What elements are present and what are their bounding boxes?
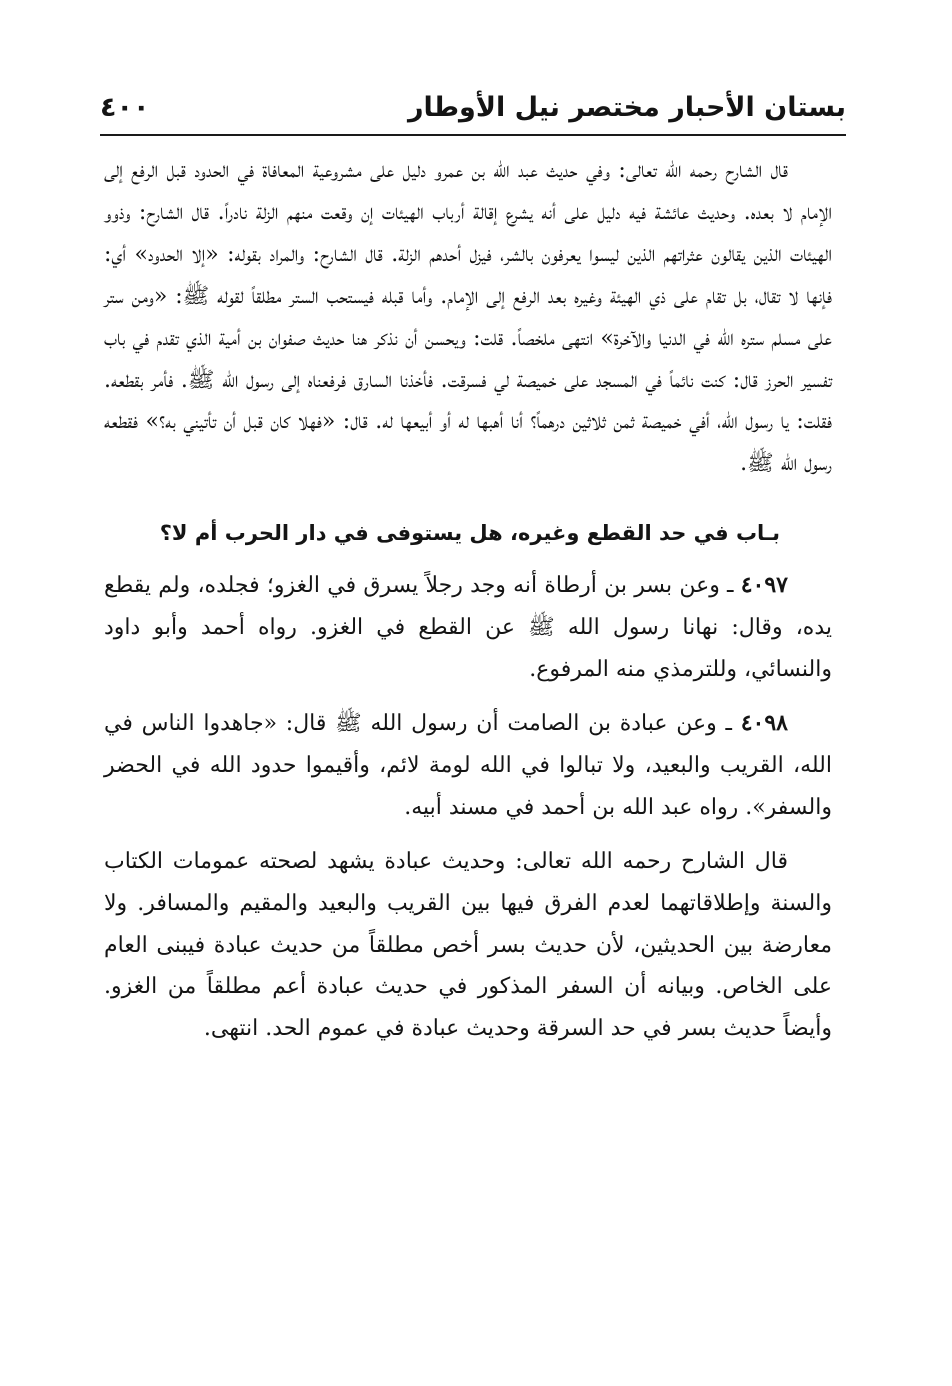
hadith-number: ٤٠٩٨ — [740, 709, 788, 736]
hadith-4097 — [104, 565, 832, 691]
spacer — [104, 485, 832, 513]
commentary-paragraph-1 — [104, 150, 832, 485]
commentary-text-2: قال الشارح رحمه الله تعالى: وحديث عبادة يشهد لصحته عمومات الكتاب والسنة وإطلاقاتهما لعدم الفرق فيها بين القريب والبعيد والمقيم والمسافر. ولا معارضة بين الحديثين، لأن حديث بسر أخص مطلقاً من حديث عبادة فيبنى العام على الخاص. وبيانه أن السفر المذكور في حديث عبادة أعم مطلقاً من الغزو. وأيضاً حديث بسر في حد السرقة وحديث عبادة في عموم الحد. انتهى. — [104, 848, 832, 1042]
spacer — [104, 829, 832, 841]
commentary-text-1: قال الشارح رحمه الله تعالى: وفي حديث عبد الله بن عمرو دليل على مشروعية المعافاة في الحدود قبل الرفع إلى الإمام لا بعده. وحديث عائشة فيه دليل على أنه يشرع إقالة أرباب الهيئات إن وقعت منهم الزلة نادراً. قال الشارح: وذوو الهيئات الذين يقالون عثراتهم الذين ليسوا يعرفون بالشر، فيزل أحدهم الزلة. قال الشارح: والمراد بقوله: «إلا الحدود» أي: فإنها لا تقال، بل تقام على ذي الهيئة وغيره بعد الرفع إلى الإمام. وأما قبله فيستحب الستر مطلقاً لقوله ﷺ: «ومن ستر على مسلم ستره الله في الدنيا والآخرة» انتهى ملخصاً. قلت: ويحسن أن نذكر هنا حديث صفوان بن أمية الذي تقدم في باب تفسير الحرز قال: كنت نائماً في المسجد على خميصة لي فسرقت. فأخذنا السارق فرفعناه إلى رسول الله ﷺ. فأمر بقطعه. فقلت: يا رسول الله، أفي خميصة ثمن ثلاثين درهماً؟ أنا أهبها له أو أبيعها له. قال: «فهلا كان قبل أن تأتيني به؟» فقطعه رسول الله ﷺ. — [104, 158, 833, 477]
spacer — [104, 553, 832, 565]
hadith-number: ٤٠٩٧ — [740, 572, 788, 599]
hadith-text: ـ وعن بسر بن أرطاة أنه وجد رجلاً يسرق في الغزو؛ فجلده، ولم يقطع يده، وقال: نهانا رسول الله ﷺ عن القطع في الغزو. رواه أحمد وأبو داود والنسائي، وللترمذي منه المرفوع. — [104, 573, 832, 683]
spacer — [104, 691, 832, 703]
header-rule — [100, 134, 846, 136]
page-body — [104, 150, 832, 1050]
hadith-text: ـ وعن عبادة بن الصامت أن رسول الله ﷺ قال: «جاهدوا الناس في الله، القريب والبعيد، ولا تبالوا في الله لومة لائم، وأقيموا حدود الله في الحضر والسفر». رواه عبد الله بن أحمد في مسند أبيه. — [104, 710, 832, 820]
running-title: بستان الأحبار مختصر نيل الأوطار — [407, 92, 846, 123]
page-header — [100, 84, 846, 128]
chapter-heading: بـاب في حد القطع وغيره، هل يستوفى في دار الحرب أم لا؟ — [159, 521, 780, 546]
page-number: ٤٠٠ — [100, 92, 150, 123]
hadith-4098 — [104, 703, 832, 829]
commentary-paragraph-2 — [104, 841, 832, 1051]
